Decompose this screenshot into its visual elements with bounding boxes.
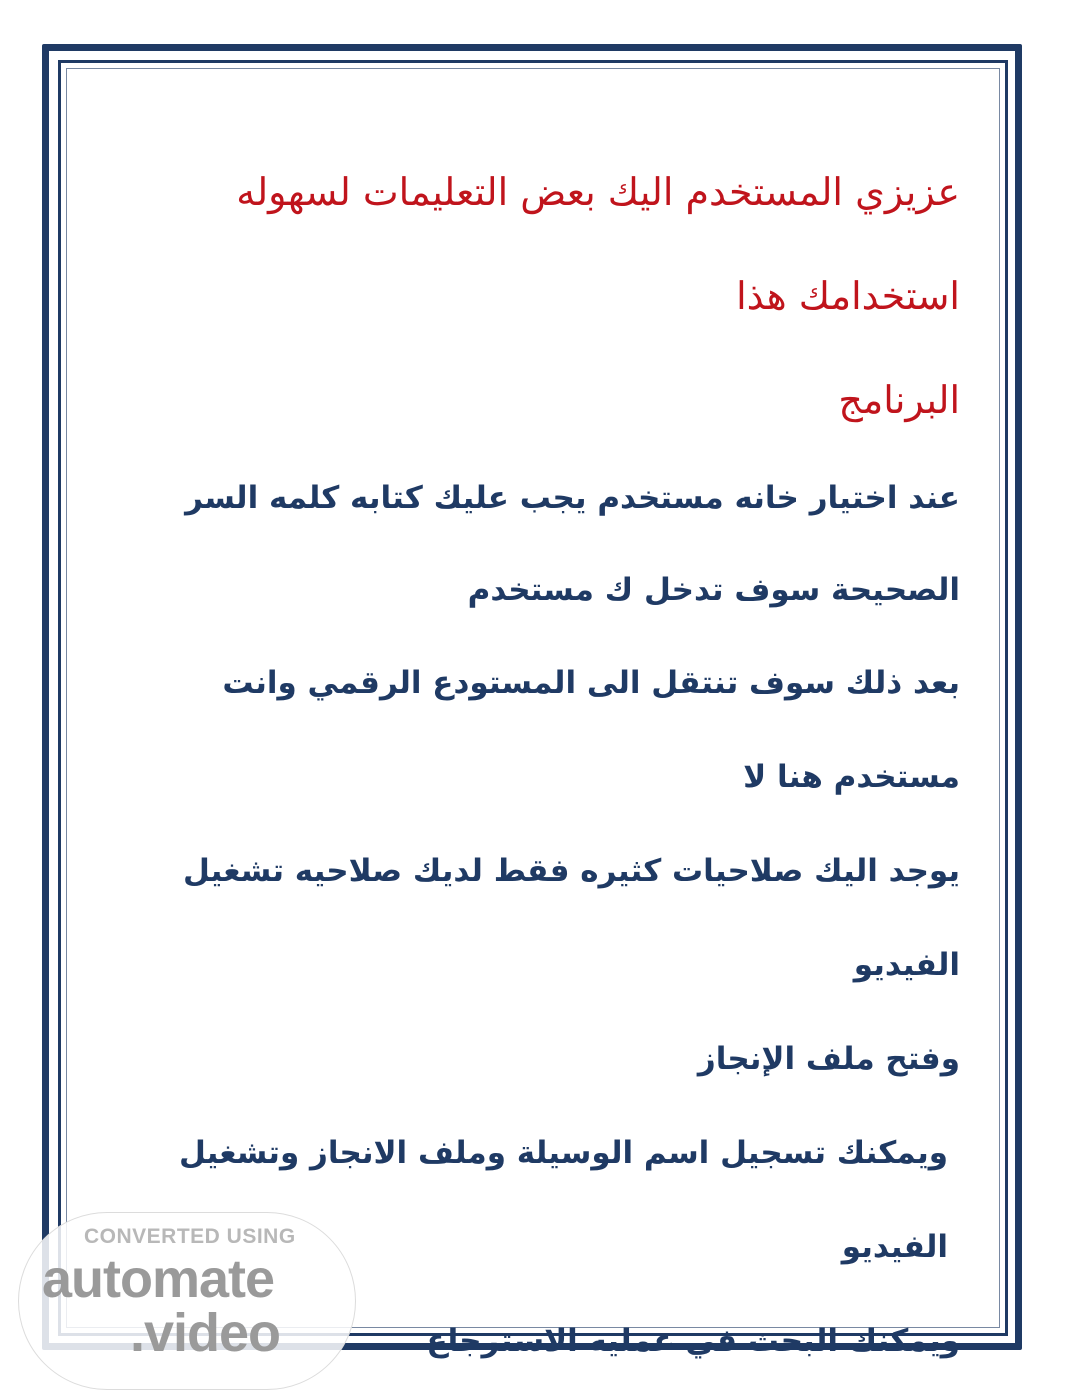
paragraph-1-line-1: عند اختيار خانه مستخدم يجب عليك كتابه كلمه السر <box>185 480 960 516</box>
paragraph-2-line-1: بعد ذلك سوف تنتقل الى المستودع الرقمي وانت مستخدم هنا لا <box>222 665 960 795</box>
title-line-2: البرنامج <box>838 378 960 422</box>
title-line-1: عزيزي المستخدم اليك بعض التعليمات لسهوله استخدامك هذا <box>236 170 960 318</box>
paragraph-3: ويمكنك تسجيل اسم الوسيلة وملف الانجاز وتشغيل الفيديو <box>178 1135 948 1265</box>
watermark-caption: CONVERTED USING <box>84 1225 296 1248</box>
instructions-content <box>120 140 960 1388</box>
watermark-brand: automate <box>42 1249 275 1309</box>
paragraph-2-line-2: يوجد اليك صلاحيات كثيره فقط لديك صلاحيه تشغيل الفيديو <box>182 853 960 983</box>
paragraph-4: ويمكنك البحث في عمليه الاسترجاع <box>426 1323 960 1359</box>
paragraph-1-line-2: الصحيحة سوف تدخل ك مستخدم <box>467 572 960 608</box>
watermark-brand-suffix: .video <box>130 1303 281 1363</box>
paragraph-2-line-3: وفتح ملف الإنجاز <box>697 1041 960 1077</box>
